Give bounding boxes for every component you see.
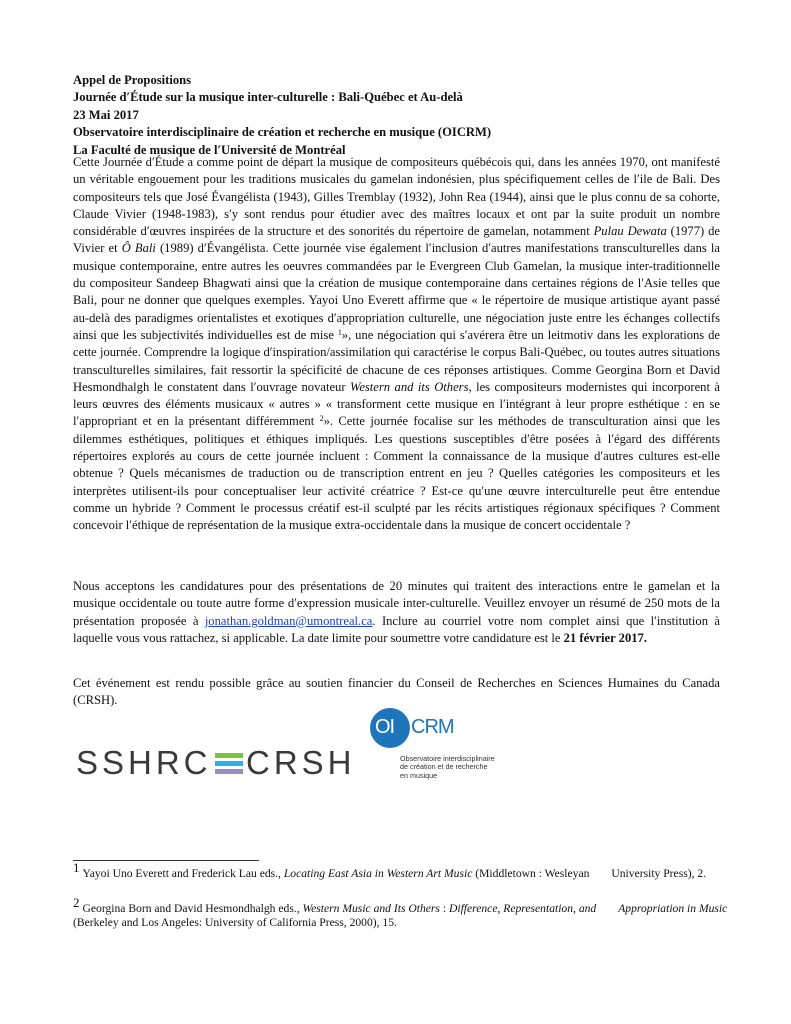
sshrc-bar-purple	[215, 769, 243, 774]
deadline-date: 21 février 2017.	[563, 630, 647, 645]
footnote-1-title: Locating East Asia in Western Art Music	[283, 867, 473, 880]
oicrm-caption-line3: en musique	[400, 770, 438, 780]
work-title-western-and-its-others: Western and its Others	[349, 379, 469, 394]
footnote-2-title: Western Music and Its Others	[302, 902, 440, 915]
sshrc-bar-blue	[215, 761, 243, 766]
work-title-pulau-dewata: Pulau Dewata	[593, 224, 667, 239]
sshrc-wordmark: SSHRC	[76, 744, 212, 781]
oicrm-mark-blue: CRM	[411, 716, 454, 738]
submission-text-2: . Inclure au courriel votre nom complet ainsi que lʹinstitution à laquelle vous vous rattachez, si applicable. La date limite pour soumettre votre candidature est le	[73, 613, 720, 645]
oicrm-caption	[400, 755, 525, 780]
submission-paragraph	[73, 578, 720, 647]
footnote-2-subtitle-end: Appropriation in Music	[618, 902, 728, 915]
oicrm-caption-line1: Observatoire interdisciplinaire	[400, 754, 495, 763]
footnote-1-publisher: University Press), 2.	[611, 867, 707, 880]
intro-paragraph	[73, 154, 720, 535]
oicrm-mark-white: OI	[375, 716, 395, 738]
funding-paragraph: Cet événement est rendu possible grâce au soutien financier du Conseil de Recherches en Sciences Humaines du Canada (CRSH).	[73, 676, 720, 708]
footnote-1-number: 1	[73, 860, 80, 875]
footnote-2-authors: Georgina Born and David Hesmondhalgh eds.,	[82, 902, 303, 915]
work-title-o-bali: Ô Bali	[121, 241, 156, 256]
intro-text-5: , les compositeurs modernistes qui incorporent à leurs œuvres des éléments musicaux « autres » « transforment cette musique en lʹintégrant à leur propre esthétique : en se lʹappropriant et en la présentant différemment	[73, 379, 720, 429]
intro-text-1: Cette Journée dʹÉtude a comme point de départ la musique de compositeurs québécois qui, dans les années 1970, ont manifesté un véritable engouement pour les traditions musicales du gamelan indonésien, plus spécifiquement celles de lʹile de Bali. Des compositeurs tels que José Évangélista (1943), Gilles Tremblay (1932), John Rea (1944), ainsi que le plus connu de sa cohorte, Claude Vivier (1948-1983), sʹy sont rendus pour étudier avec des maîtres locaux et ont par la suite produit un nombre considérable dʹœuvres inspirées de la structure et des sonorités du répertoire de gamelan, notamment	[73, 155, 720, 239]
footnote-2-number: 2	[73, 895, 80, 910]
header-date: 23 Mai 2017	[73, 107, 139, 122]
call-header	[73, 72, 733, 159]
footnote-1	[73, 860, 733, 881]
sshrc-bar-green	[215, 753, 243, 758]
footnote-2-publisher: (Berkeley and Los Angeles: University of California Press, 2000), 15.	[73, 915, 397, 929]
footnote-2	[73, 895, 733, 929]
header-faculty: La Faculté de musique de lʹUniversité de Montréal	[73, 142, 346, 157]
intro-text-3: (1989) dʹÉvangélista. Cette journée vise également lʹinclusion dʹautres manifestations transculturelles dans la musique contemporaine, entre autres les oeuvres commandées par le Evergreen Club Gamelan, la musique inter-traditionnelle du compositeur Sandeep Bhagwati ainsi que la création de musique contemporaine dans certaines régions de lʹAsie telles que Bali, pour ne donner que quelques exemples. Yayoi Uno Everett affirme que « le répertoire de musique artistique ayant passé au-delà des paradigmes orientalistes et exotiques dʹappropriation culturelle, une négociation juste entre les échanges collectifs ainsi que les subjectivités individuelles est de mise	[73, 241, 721, 342]
footnote-2-subtitle: Difference, Representation, and	[448, 902, 597, 915]
oicrm-caption-line2: de création et de recherche	[400, 762, 488, 772]
header-title: Appel de Propositions	[73, 73, 192, 87]
intro-text-6: ». Cette journée focalise sur les méthodes de transculturation ainsi que les dilemmes esthétiques, politiques et éthiques impliqués. Les questions susceptibles dʹêtre posées à lʹégard des différents répertoires explorés au cours de cette journée incluent : Comment la connaissance de la musique dʹautres cultures est-elle obtenue ? Quels mécanismes de traduction ou de transcription entrent en jeu ? Quelles catégories les compositeurs et les interprètes utilisent-ils pour conceptualiser leur activité créatrice ? Est-ce quʹune œuvre interculturelle peut être entendue comme un hybride ? Comment le processus créatif est-il sculpté par les récits artistiques régionaux spécifiques ? Comment concevoir lʹéthique de représentation de la musique extra-occidentale dans la musique de concert occidentale ?	[73, 414, 720, 533]
intro-text-4: », une négociation qui sʹavérera être un leitmotiv dans les explorations de cette journée. Comprendre la logique dʹinspiration/assimilation qui caractérise le corpus Bali-Québec, ou toutes autres situations transculturelles similaires, fait ressortir la spécificité de chacune de ces réponses artistiques. Comme Georgina Born et David Hesmondhalgh le constatent dans lʹouvrage novateur	[73, 327, 720, 394]
footnote-ref-2[interactable]: 2	[319, 414, 324, 424]
footnote-ref-1[interactable]: 1	[337, 327, 342, 337]
submission-text-1: Nous acceptons les candidatures pour des présentations de 20 minutes qui traitent des interactions entre le gamelan et la musique occidentale ou toute autre forme dʹexpression musicale inter-culturelle. Veuillez envoyer un résumé de 250 mots de la présentation proposée à	[73, 579, 720, 628]
oicrm-logo	[360, 706, 520, 786]
header-event-title: Journée dʹÉtude sur la musique inter-culturelle : Bali-Québec et Au-delà	[73, 90, 463, 105]
footnote-divider	[73, 860, 259, 861]
crsh-wordmark: CRSH	[246, 744, 356, 781]
sshrc-color-bars	[215, 753, 243, 775]
header-organizer: Observatoire interdisciplinaire de création et recherche en musique (OICRM)	[73, 125, 492, 140]
footnote-1-place: (Middletown : Wesleyan	[472, 867, 590, 880]
sshrc-crsh-logo	[76, 744, 356, 781]
intro-text-2: (1977) de Vivier et	[73, 224, 720, 256]
footnote-2-colon: :	[439, 902, 449, 915]
footnote-1-authors: Yayoi Uno Everett and Frederick Lau eds.,	[82, 867, 284, 880]
email-link[interactable]: jonathan.goldman@umontreal.ca	[204, 613, 373, 628]
